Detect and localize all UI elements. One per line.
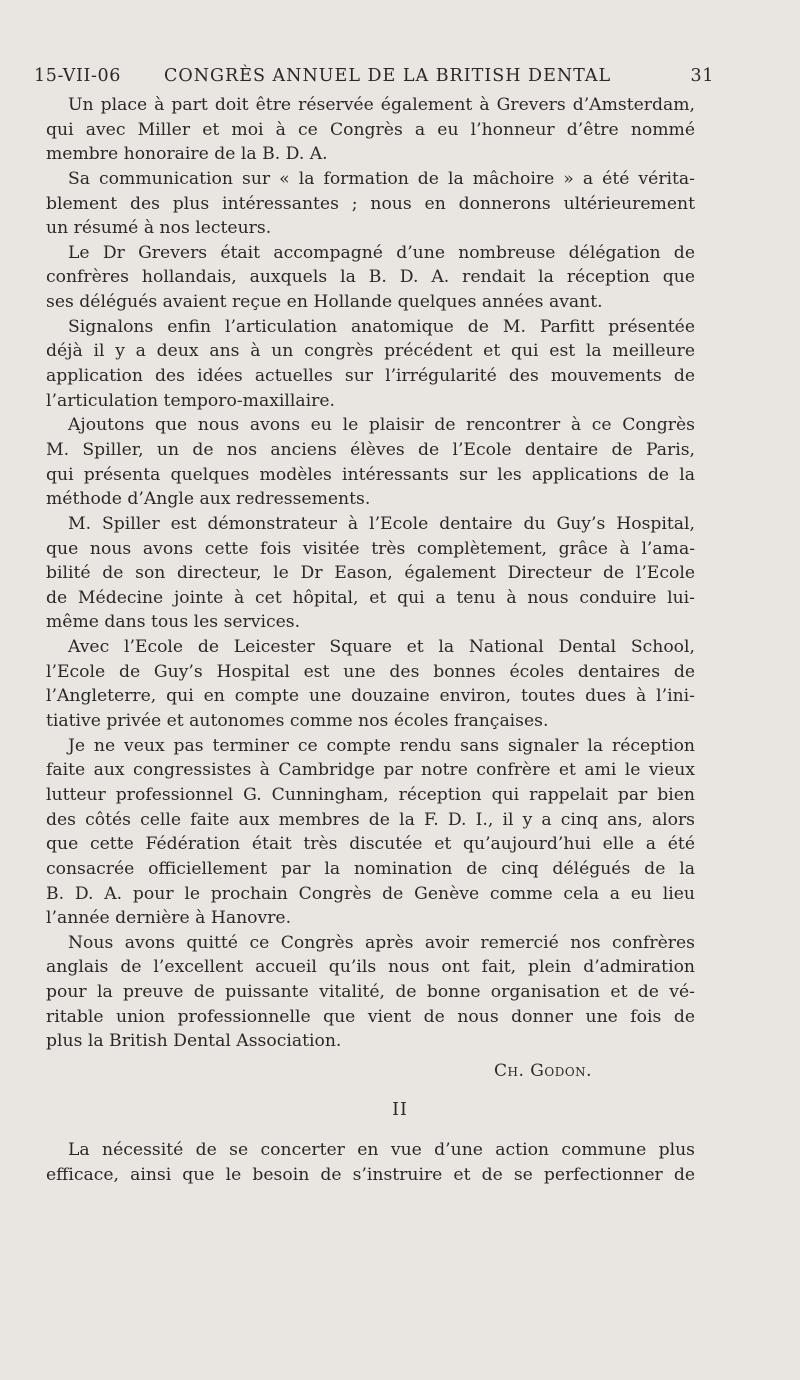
author-signature: Ch. Godon. (494, 1061, 593, 1081)
text-line: bilité de son directeur, le Dr Eason, également Directeur de l’Ecole (46, 563, 695, 584)
text-line: de Médecine jointe à cet hôpital, et qui a tenu à nous conduire lui- (46, 587, 695, 608)
text-line: confrères hollandais, auxquels la B. D. A. rendait la réception que (46, 267, 695, 288)
text-line: ritable union professionnelle que vient de nous donner une fois de (46, 1006, 695, 1027)
text-line: l’articulation temporo-maxillaire. (46, 390, 335, 411)
text-line: ses délégués avaient reçue en Hollande quelques années avant. (46, 292, 603, 313)
text-line: efficace, ainsi que le besoin de s’instruire et de se perfectionner de (46, 1164, 695, 1185)
text-line: M. Spiller, un de nos anciens élèves de l’Ecole dentaire de Paris, (46, 439, 695, 460)
text-line: que nous avons cette fois visitée très complètement, grâce à l’ama- (46, 538, 695, 559)
text-line: qui avec Miller et moi à ce Congrès a eu l’honneur d’être nommé (46, 119, 695, 140)
text-line: consacrée officiellement par la nomination de cinq délégués de la (46, 858, 695, 879)
text-line: application des idées actuelles sur l’irrégularité des mouvements de (46, 366, 695, 387)
text-line: faite aux congressistes à Cambridge par notre confrère et ami le vieux (46, 760, 695, 781)
text-line: tiative privée et autonomes comme nos écoles françaises. (46, 711, 549, 732)
text-line: Signalons enfin l’articulation anatomique de M. Parfitt présentée (68, 316, 695, 337)
text-line: lutteur professionnel G. Cunningham, réception qui rappelait par bien (46, 784, 695, 805)
text-line: même dans tous les services. (46, 612, 301, 633)
section-body (46, 1138, 695, 1187)
text-line: que cette Fédération était très discutée et qu’aujourd’hui elle a été (46, 834, 695, 855)
text-line: B. D. A. pour le prochain Congrès de Genève comme cela a eu lieu (46, 883, 695, 904)
text-line: des côtés celle faite aux membres de la F. D. I., il y a cinq ans, alors (46, 809, 695, 830)
text-line: Un place à part doit être réservée également à Grevers d’Amsterdam, (68, 95, 695, 115)
header-date: 15-VII-06 (34, 66, 121, 86)
text-line: blement des plus intéressantes ; nous en donnerons ultérieurement (46, 193, 695, 214)
text-line: membre honoraire de la B. D. A. (46, 144, 328, 165)
running-header (34, 66, 714, 94)
text-line: l’année dernière à Hanovre. (46, 908, 292, 929)
text-line: qui présenta quelques modèles intéressants sur les applications de la (46, 464, 695, 485)
text-line: Je ne veux pas terminer ce compte rendu sans signaler la réception (68, 735, 695, 756)
text-line: un résumé à nos lecteurs. (46, 218, 272, 239)
text-line: l’Ecole de Guy’s Hospital est une des bonnes écoles dentaires de (46, 661, 695, 682)
text-line: déjà il y a deux ans à un congrès précédent et qui est la meilleure (46, 341, 695, 362)
text-line: Ajoutons que nous avons eu le plaisir de rencontrer à ce Congrès (68, 415, 695, 436)
text-line: anglais de l’excellent accueil qu’ils nous ont fait, plein d’admiration (46, 957, 695, 978)
section-number: II (392, 1100, 408, 1120)
text-line: M. Spiller est démonstrateur à l’Ecole dentaire du Guy’s Hospital, (68, 513, 695, 534)
header-title: CONGRÈS ANNUEL DE LA BRITISH DENTAL (164, 66, 612, 86)
text-line: Le Dr Grevers était accompagné d’une nombreuse délégation de (68, 242, 695, 263)
text-line: Sa communication sur « la formation de la mâchoire » a été vérita- (68, 168, 695, 189)
article-body (46, 93, 695, 1054)
text-line: La nécessité de se concerter en vue d’une action commune plus (68, 1140, 695, 1160)
text-line: plus la British Dental Association. (46, 1031, 342, 1052)
text-line: l’Angleterre, qui en compte une douzaine environ, toutes dues à l’ini- (46, 686, 695, 707)
text-line: Nous avons quitté ce Congrès après avoir remercié nos confrères (68, 932, 695, 953)
text-line: méthode d’Angle aux redressements. (46, 489, 371, 510)
text-line: Avec l’Ecole de Leicester Square et la National Dental School, (68, 637, 695, 658)
text-line: pour la preuve de puissante vitalité, de bonne organisation et de vé- (46, 982, 695, 1003)
page-number: 31 (690, 66, 714, 86)
